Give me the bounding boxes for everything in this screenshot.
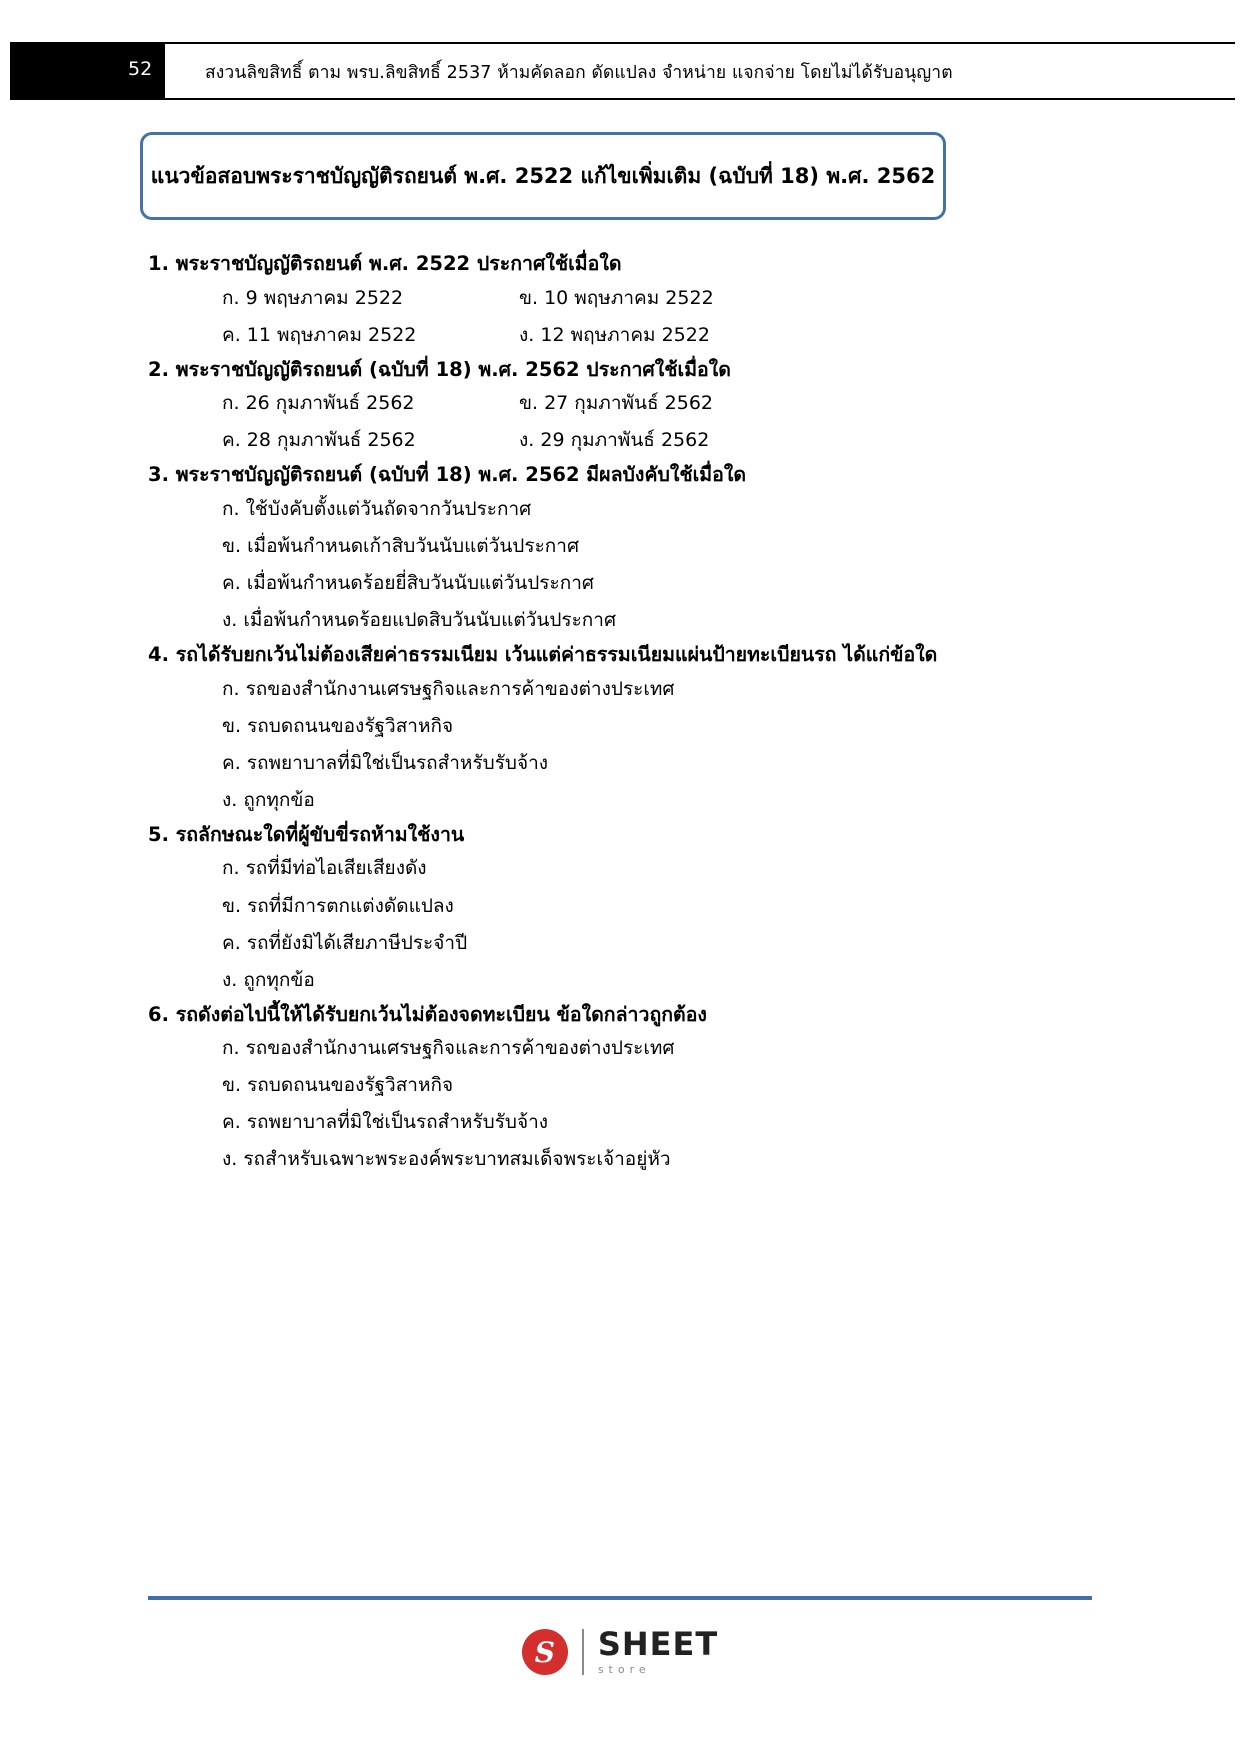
choice-row [222,385,1240,422]
choice-option[interactable]: ง. เมื่อพ้นกำหนดร้อยแปดสิบวันนับแต่วันประกาศ [222,609,617,632]
choice-list [0,491,1240,639]
footer-logo [0,1625,1240,1676]
choice-option[interactable]: ก. รถของสำนักงานเศรษฐกิจและการค้าของต่างประเทศ [222,677,675,700]
choice-grid [0,385,1240,459]
choice-option[interactable]: ก. 9 พฤษภาคม 2522 [222,286,404,309]
page-number: 52 [128,58,153,80]
sheet-store-logo-icon: S [522,1629,568,1675]
choice-option[interactable]: ง. รถสำหรับเฉพาะพระองค์พระบาทสมเด็จพระเจ้าอยู่หัว [222,1148,671,1171]
question-item [0,459,1240,639]
choice-option[interactable]: ข. 10 พฤษภาคม 2522 [519,286,714,309]
question-item [0,999,1240,1179]
question-text: 4. รถได้รับยกเว้นไม่ต้องเสียค่าธรรมเนียม เว้นแต่ค่าธรรมเนียมแผ่นป้ายทะเบียนรถ ได้แก่ข้อใด [148,643,938,667]
choice-option[interactable]: ค. 28 กุมภาพันธ์ 2562 [222,429,416,452]
copyright-notice: สงวนลิขสิทธิ์ ตาม พรบ.ลิขสิทธิ์ 2537 ห้ามคัดลอก ดัดแปลง จำหน่าย แจกจ่าย โดยไม่ได้รับอนุญาต [205,63,953,83]
header-top-rule [165,42,1235,44]
question-item [0,639,1240,819]
choice-option[interactable]: ก. ใช้บังคับตั้งแต่วันถัดจากวันประกาศ [222,497,532,520]
choice-row [222,317,1240,354]
choice-option[interactable]: ก. รถของสำนักงานเศรษฐกิจและการค้าของต่างประเทศ [222,1037,675,1060]
question-text: 1. พระราชบัญญัติรถยนต์ พ.ศ. 2522 ประกาศใช้เมื่อใด [148,252,622,275]
logo-divider [582,1629,584,1675]
choice-option[interactable]: ค. รถพยาบาลที่มิใช่เป็นรถสำหรับรับจ้าง [222,1111,549,1134]
choice-option[interactable]: ข. รถบดถนนของรัฐวิสาหกิจ [222,714,454,737]
question-text: 3. พระราชบัญญัติรถยนต์ (ฉบับที่ 18) พ.ศ. 2562 มีผลบังคับใช้เมื่อใด [148,463,747,487]
logo-name: SHEET [597,1625,719,1663]
choice-option[interactable]: ค. เมื่อพ้นกำหนดร้อยยี่สิบวันนับแต่วันประกาศ [222,572,594,595]
choice-list [0,1030,1240,1178]
choice-option[interactable]: ก. 26 กุมภาพันธ์ 2562 [222,392,415,415]
header-bottom-rule [165,98,1235,100]
choice-option[interactable]: ข. รถบดถนนของรัฐวิสาหกิจ [222,1074,454,1097]
choice-option[interactable]: ค. 11 พฤษภาคม 2522 [222,323,417,346]
choice-grid [0,280,1240,354]
page-title: แนวข้อสอบพระราชบัญญัติรถยนต์ พ.ศ. 2522 แก้ไขเพิ่มเติม (ฉบับที่ 18) พ.ศ. 2562 [150,163,936,188]
choice-option[interactable]: ง. ถูกทุกข้อ [222,788,315,811]
choice-option[interactable]: ก. รถที่มีท่อไอเสียเสียงดัง [222,857,427,880]
question-item [0,819,1240,999]
choice-row [222,422,1240,459]
choice-option[interactable]: ค. รถที่ยังมิได้เสียภาษีประจำปี [222,931,468,954]
question-list [0,248,1240,1178]
choice-row [222,280,1240,317]
choice-option[interactable]: ค. รถพยาบาลที่มิใช่เป็นรถสำหรับรับจ้าง [222,751,549,774]
question-item [0,354,1240,460]
choice-option[interactable]: ข. เมื่อพ้นกำหนดเก้าสิบวันนับแต่วันประกาศ [222,534,580,557]
logo-wordmark [597,1625,719,1676]
question-text: 5. รถลักษณะใดที่ผู้ขับขี่รถห้ามใช้งาน [148,822,465,846]
question-text: 2. พระราชบัญญัติรถยนต์ (ฉบับที่ 18) พ.ศ. 2562 ประกาศใช้เมื่อใด [148,357,731,381]
choice-option[interactable]: ง. 29 กุมภาพันธ์ 2562 [519,429,710,452]
question-text: 6. รถดังต่อไปนี้ให้ได้รับยกเว้นไม่ต้องจดทะเบียน ข้อใดกล่าวถูกต้อง [148,1002,707,1026]
page-header [0,42,1240,100]
choice-list [0,671,1240,819]
choice-option[interactable]: ข. รถที่มีการตกแต่งดัดแปลง [222,894,454,917]
question-item [0,248,1240,354]
choice-option[interactable]: ง. 12 พฤษภาคม 2522 [519,323,710,346]
footer-rule [148,1596,1092,1600]
choice-list [0,850,1240,998]
exam-title-box [140,132,946,220]
logo-subtitle: store [597,1663,651,1676]
choice-option[interactable]: ง. ถูกทุกข้อ [222,968,315,991]
choice-option[interactable]: ข. 27 กุมภาพันธ์ 2562 [519,392,714,415]
